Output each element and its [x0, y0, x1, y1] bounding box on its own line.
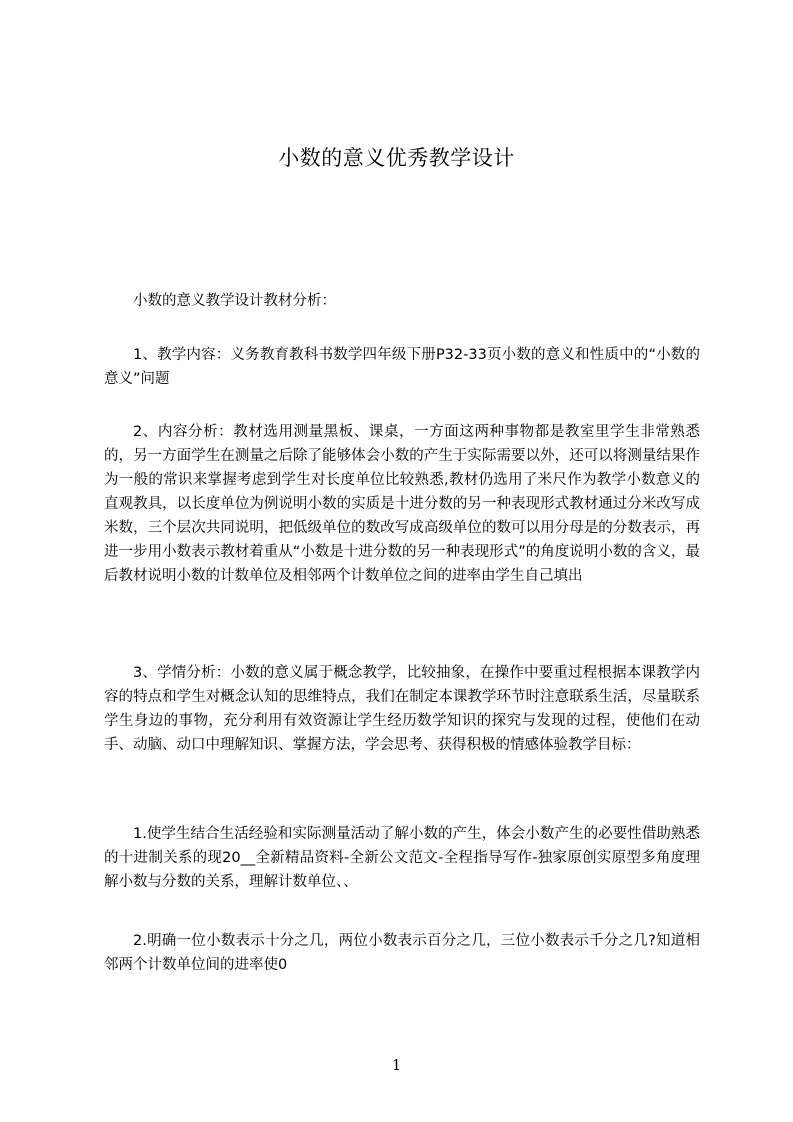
paragraph-student-analysis: 3、学情分析：小数的意义属于概念教学，比较抽象，在操作中要重过程根据本课教学内容的特点和学生对概念认知的思维特点，我们在制定本课教学环节时注意联系生活，尽量联系学生身边的事物，充分利用有效资源让学生经历数学知识的探究与发现的过程，使他们在动手、动脑、动口中理解知识、掌握方法，学会思考、获得积极的情感体验教学目标：	[104, 665, 700, 753]
paragraph-teaching-content: 1、教学内容：义务教育教科书数学四年级下册P32-33页小数的意义和性质中的“小数的意义”问题	[104, 347, 700, 387]
paragraph-objective-2: 2.明确一位小数表示十分之几，两位小数表示百分之几，三位小数表示千分之几?知道相邻两个计数单位间的进率使0	[104, 933, 700, 973]
paragraph-objective-1: 1.使学生结合生活经验和实际测量活动了解小数的产生，体会小数产生的必要性借助熟悉的十进制关系的现20__全新精品资料-全新公文范文-全程指导写作-独家原创实原型多角度理解小数与分数的关系，理解计数单位、、	[104, 826, 700, 890]
paragraph-intro: 小数的意义教学设计教材分析：	[133, 293, 336, 309]
document-title: 小数的意义优秀教学设计	[278, 146, 515, 170]
page-number: 1	[391, 1056, 402, 1074]
paragraph-content-analysis: 2、内容分析：教材选用测量黑板、课桌，一方面这两种事物都是教室里学生非常熟悉的，另一方面学生在测量之后除了能够体会小数的产生于实际需要以外，还可以将测量结果作为一般的常识来掌握考虑到学生对长度单位比较熟悉,教材仍选用了米尺作为教学小数意义的直观教具，以长度单位为例说明小数的实质是十进分数的另一种表现形式教材通过分米改写成米数，三个层次共同说明，把低级单位的数改写成高级单位的数可以用分母是的分数表示，再进一步用小数表示教材着重从“小数是十进分数的另一种表现形式”的角度说明小数的含义，最后教材说明小数的计数单位及相邻两个计数单位之间的进率由学生自己填出	[104, 424, 700, 584]
